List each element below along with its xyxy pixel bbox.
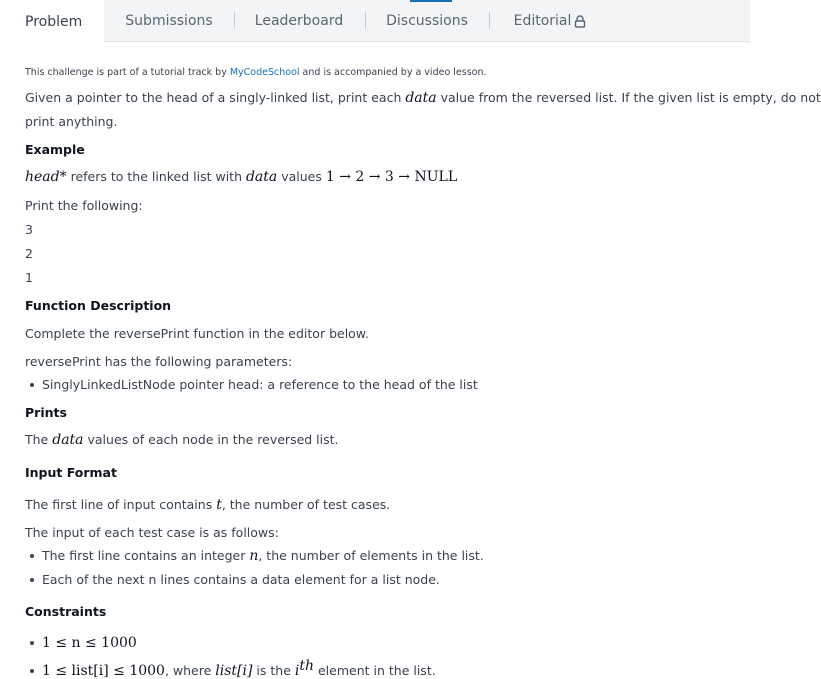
math-list: 1 → 2 → 3 → NULL xyxy=(325,169,458,185)
prints-heading: Prints xyxy=(25,405,67,420)
math-list-i: list[i] xyxy=(215,663,253,679)
example-text: refers to the linked list with xyxy=(66,169,246,184)
constraint-bullet xyxy=(25,658,436,679)
tutorial-note-suffix: and is accompanied by a video lesson. xyxy=(299,67,487,78)
example-heading: Example xyxy=(25,142,85,157)
example-output-line: 2 xyxy=(25,246,33,261)
example-description xyxy=(25,169,457,185)
input-text: , the number of test cases. xyxy=(221,497,391,512)
tab-submissions-label: Submissions xyxy=(125,13,213,29)
math-constraint: 1 ≤ n ≤ 1000 xyxy=(42,635,137,651)
input-format-line xyxy=(25,497,390,513)
constraint-bullet xyxy=(25,635,137,651)
tab-leaderboard-label: Leaderboard xyxy=(254,13,344,29)
input-text: Each of the next n lines contains a data element for a list node. xyxy=(42,572,440,587)
bullet-dot xyxy=(30,578,34,582)
tab-divider xyxy=(365,12,366,29)
tab-submissions[interactable] xyxy=(110,0,228,42)
math-th: th xyxy=(299,658,315,674)
prints-text: values of each node in the reversed list. xyxy=(83,432,339,447)
statement-line-1 xyxy=(25,90,821,106)
parameter-bullet xyxy=(25,377,478,392)
print-following: Print the following: xyxy=(25,198,143,213)
constraint-text: , where xyxy=(164,663,216,679)
statement-line-2: print anything. xyxy=(25,114,118,129)
tab-editorial[interactable] xyxy=(495,0,605,42)
constraints-heading: Constraints xyxy=(25,604,107,619)
mycodeschool-link[interactable]: MyCodeSchool xyxy=(229,67,300,78)
statement-text: value from the reversed list. If the given list is empty, do not xyxy=(436,90,821,105)
tab-discussions-label: Discussions xyxy=(386,13,468,29)
tutorial-note xyxy=(25,67,487,78)
bullet-dot xyxy=(30,554,34,558)
bullet-dot xyxy=(30,669,34,673)
tutorial-note-prefix: This challenge is part of a tutorial track by xyxy=(25,67,230,78)
parameters-line: reversePrint has the following parameters: xyxy=(25,354,293,369)
input-bullet xyxy=(25,572,440,587)
input-text: The first line of input contains xyxy=(25,497,217,512)
prints-text: The xyxy=(25,432,53,447)
function-description-line: Complete the reversePrint function in the editor below. xyxy=(25,326,369,341)
function-description-heading: Function Description xyxy=(25,298,172,313)
problem-tabs xyxy=(0,0,750,42)
lock-icon xyxy=(574,15,586,28)
tab-discussions[interactable] xyxy=(368,0,486,42)
tab-editorial-label: Editorial xyxy=(513,13,572,29)
math-data: data xyxy=(245,169,278,185)
math-constraint: 1 ≤ list[i] ≤ 1000 xyxy=(42,663,165,679)
math-data: data xyxy=(52,432,84,448)
input-text: , the number of elements in the list. xyxy=(258,548,484,563)
math-n: n xyxy=(249,548,259,564)
example-output-line: 3 xyxy=(25,222,33,237)
example-text: values xyxy=(277,169,326,184)
bullet-dot xyxy=(30,641,34,645)
input-text: The first line contains an integer xyxy=(42,548,250,563)
input-format-heading: Input Format xyxy=(25,465,117,480)
statement-text: Given a pointer to the head of a singly-linked list, print each xyxy=(25,90,406,105)
parameter-text: SinglyLinkedListNode pointer head: a reference to the head of the list xyxy=(42,377,478,392)
math-data: data xyxy=(405,90,437,106)
math-i: i xyxy=(294,663,300,679)
example-output-line: 1 xyxy=(25,270,33,285)
input-format-line: The input of each test case is as follows: xyxy=(25,525,279,540)
tab-problem[interactable] xyxy=(0,0,104,43)
tab-problem-label: Problem xyxy=(25,13,83,30)
tab-divider xyxy=(489,12,490,29)
tab-leaderboard[interactable] xyxy=(238,0,360,42)
tab-divider xyxy=(234,12,235,29)
input-bullet xyxy=(25,548,484,564)
math-head: head* xyxy=(25,169,67,185)
constraint-text: element in the list. xyxy=(314,663,436,679)
bullet-dot xyxy=(30,383,34,387)
math-t: t xyxy=(216,497,222,513)
prints-line xyxy=(25,432,339,448)
constraint-text: is the xyxy=(252,663,295,679)
